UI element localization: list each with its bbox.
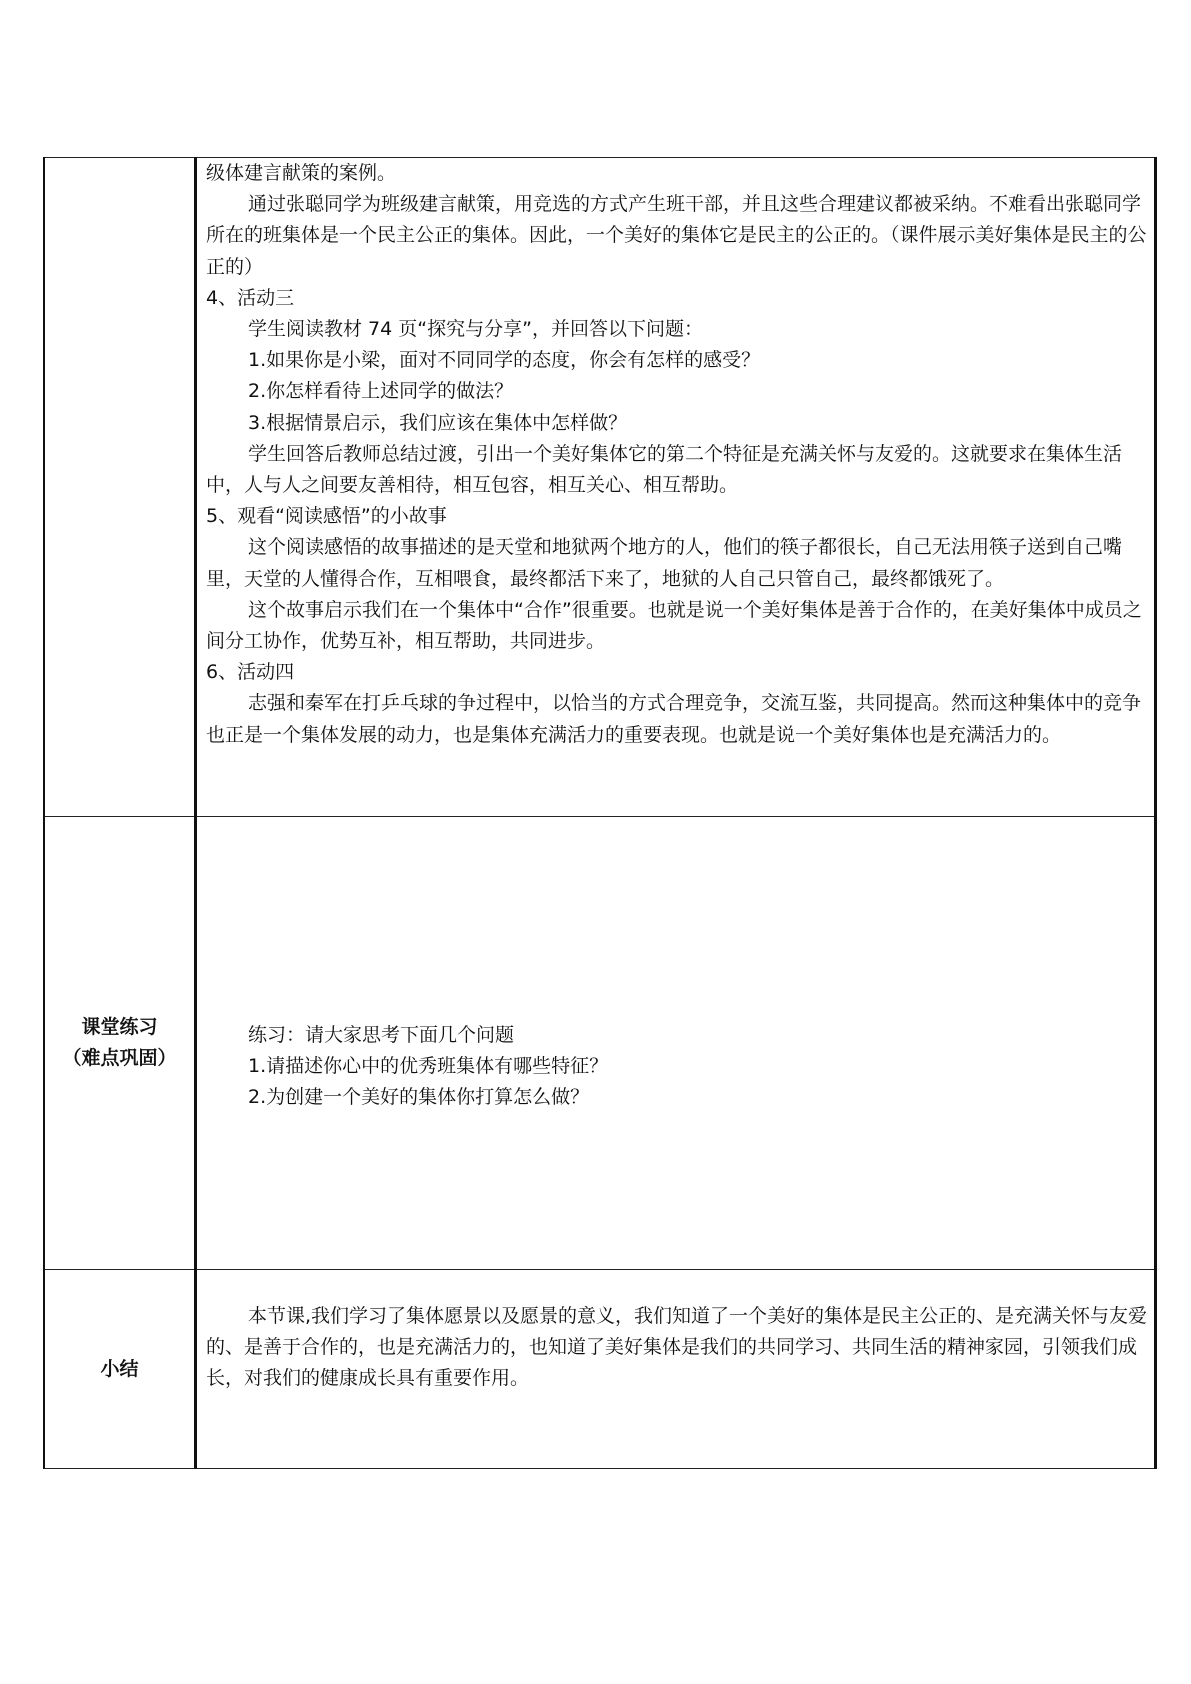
paragraph: 练习：请大家思考下面几个问题 (248, 1024, 515, 1046)
activities-content-cell (196, 158, 1156, 817)
summary-label-cell (44, 1270, 196, 1469)
summary-label: 小结 (100, 1357, 139, 1380)
practice-sublabel: （难点巩固） (62, 1047, 177, 1069)
question-item: 2.你怎样看待上述同学的做法？ (248, 380, 514, 403)
practice-label-cell (44, 817, 196, 1270)
paragraph: 级体建言献策的案例。 (206, 162, 397, 184)
question-item: 2.为创建一个美好的集体你打算怎么做？ (248, 1086, 590, 1109)
summary-text (197, 1270, 1154, 1395)
paragraph: 这个阅读感悟的故事描述的是天堂和地狱两个地方的人，他们的筷子都很长，自己无法用筷子送到自己嘴里，天堂的人懂得合作，互相喂食，最终都活下来了，地狱的人自己只管自己，最终都饿死了。 (206, 536, 1123, 590)
activity-heading: 4、活动三 (206, 286, 295, 309)
table-row-summary (44, 1270, 1156, 1469)
question-item: 3.根据情景启示，我们应该在集体中怎样做？ (248, 411, 628, 434)
paragraph: 这个故事启示我们在一个集体中“合作”很重要。也就是说一个美好集体是善于合作的，在美好集体中成员之间分工协作，优势互补，相互帮助，共同进步。 (206, 598, 1142, 653)
paragraph: 本节课,我们学习了集体愿景以及愿景的意义，我们知道了一个美好的集体是民主公正的、是充满关怀与友爱的、是善于合作的，也是充满活力的，也知道了美好集体是我们的共同学习、共同生活的精神家园，引领我们成长，对我们的健康成长具有重要作用。 (206, 1305, 1148, 1390)
practice-label: 课堂练习 (81, 1016, 158, 1038)
paragraph: 学生回答后教师总结过渡，引出一个美好集体它的第二个特征是充满关怀与友爱的。这就要求在集体生活中，人与人之间要友善相待，相互包容，相互关心、相互帮助。 (206, 442, 1123, 497)
paragraph: 学生阅读教材 74 页“探究与分享”，并回答以下问题： (248, 318, 703, 341)
activities-text (197, 158, 1154, 751)
table-row-activities (44, 158, 1156, 817)
activity-heading: 5、观看“阅读感悟”的小故事 (206, 505, 447, 528)
row-label-cell (44, 158, 196, 817)
table-row-practice (44, 817, 1156, 1270)
question-item: 1.如果你是小梁，面对不同同学的态度，你会有怎样的感受？ (248, 349, 761, 372)
question-item: 1.请描述你心中的优秀班集体有哪些特征？ (248, 1055, 609, 1078)
lesson-table (43, 157, 1157, 1469)
paragraph: 志强和秦军在打乒乓球的争过程中，以恰当的方式合理竞争，交流互鉴，共同提高。然而这种集体中的竞争也正是一个集体发展的动力，也是集体充满活力的重要表现。也就是说一个美好集体也是充满活力的。 (206, 692, 1142, 746)
activity-heading: 6、活动四 (206, 661, 295, 684)
practice-content-cell (196, 817, 1156, 1270)
paragraph: 通过张聪同学为班级建言献策，用竞选的方式产生班干部，并且这些合理建议都被采纳。不难看出张聪同学所在的班集体是一个民主公正的集体。因此，一个美好的集体它是民主的公正的。（课件展示美好集体是民主的公正的） (206, 193, 1147, 278)
practice-text (197, 817, 1154, 1114)
summary-content-cell (196, 1270, 1156, 1469)
